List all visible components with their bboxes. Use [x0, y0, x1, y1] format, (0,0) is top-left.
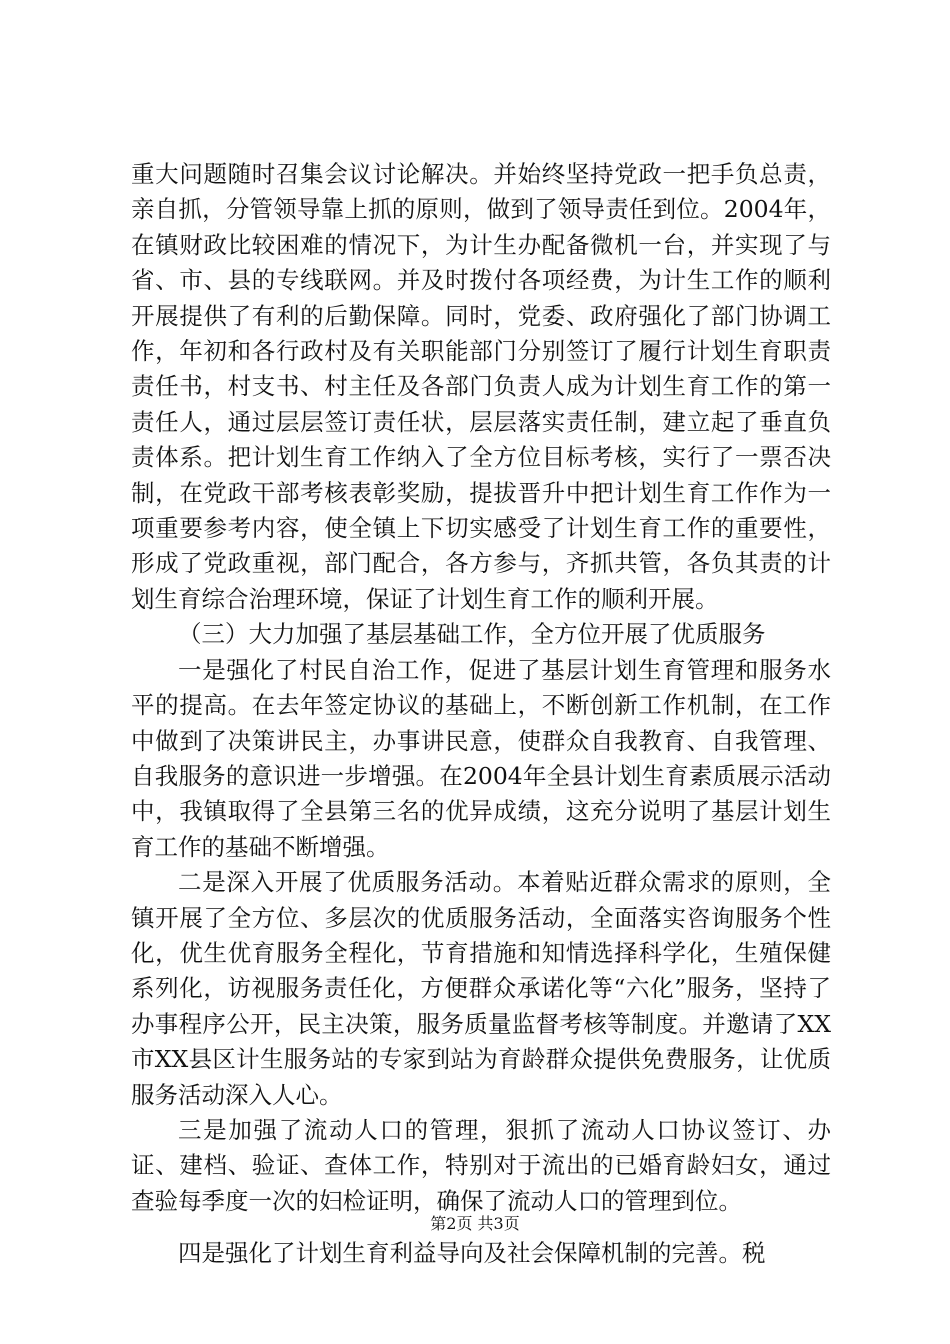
paragraph-4: 三是加强了流动人口的管理，狠抓了流动人口协议签订、办证、建档、验证、查体工作，特别对于流出的已婚育龄妇女，通过查验每季度一次的妇检证明，确保了流动人口的管理到位。	[131, 1115, 831, 1215]
paragraph-5: 四是强化了计划生育利益导向及社会保障机制的完善。税	[178, 1239, 766, 1268]
page-number-footer: 第2页 共3页	[430, 1214, 520, 1233]
paragraph-2: 一是强化了村民自治工作，促进了基层计划生育管理和服务水平的提高。在去年签定协议的基础上，不断创新工作机制，在工作中做到了决策讲民主，办事讲民意，使群众自我教育、自我管理、自我服务的意识进一步增强。在2004年全县计划生育素质展示活动中，我镇取得了全县第三名的优异成绩，这充分说明了基层计划生育工作的基础不断增强。	[131, 655, 831, 861]
section-heading: （三）大力加强了基层基础工作，全方位开展了优质服务	[178, 620, 766, 649]
paragraph-1: 重大问题随时召集会议讨论解决。并始终坚持党政一把手负总责，亲自抓，分管领导靠上抓的原则，做到了领导责任到位。2004年，在镇财政比较困难的情况下，为计生办配备微机一台，并实现了与省、市、县的专线联网。并及时拨付各项经费，为计生工作的顺利开展提供了有利的后勤保障。同时，党委、政府强化了部门协调工作，年初和各行政村及有关职能部门分别签订了履行计划生育职责责任书，村支书、村主任及各部门负责人成为计划生育工作的第一责任人，通过层层签订责任状，层层落实责任制，建立起了垂直负责体系。把计划生育工作纳入了全方位目标考核，实行了一票否决制，在党政干部考核表彰奖励，提拔晋升中把计划生育工作作为一项重要参考内容，使全镇上下切实感受了计划生育工作的重要性，形成了党政重视，部门配合，各方参与，齐抓共管，各负其责的计划生育综合治理环境，保证了计划生育工作的顺利开展。	[131, 160, 831, 613]
paragraph-3: 二是深入开展了优质服务活动。本着贴近群众需求的原则，全镇开展了全方位、多层次的优质服务活动，全面落实咨询服务个性化，优生优育服务全程化，节育措施和知情选择科学化，生殖保健系列化，访视服务责任化，方便群众承诺化等“六化”服务，坚持了办事程序公开，民主决策，服务质量监督考核等制度。并邀请了XX市XX县区计生服务站的专家到站为育龄群众提供免费服务，让优质服务活动深入人心。	[131, 868, 831, 1109]
document-body	[131, 157, 831, 1272]
